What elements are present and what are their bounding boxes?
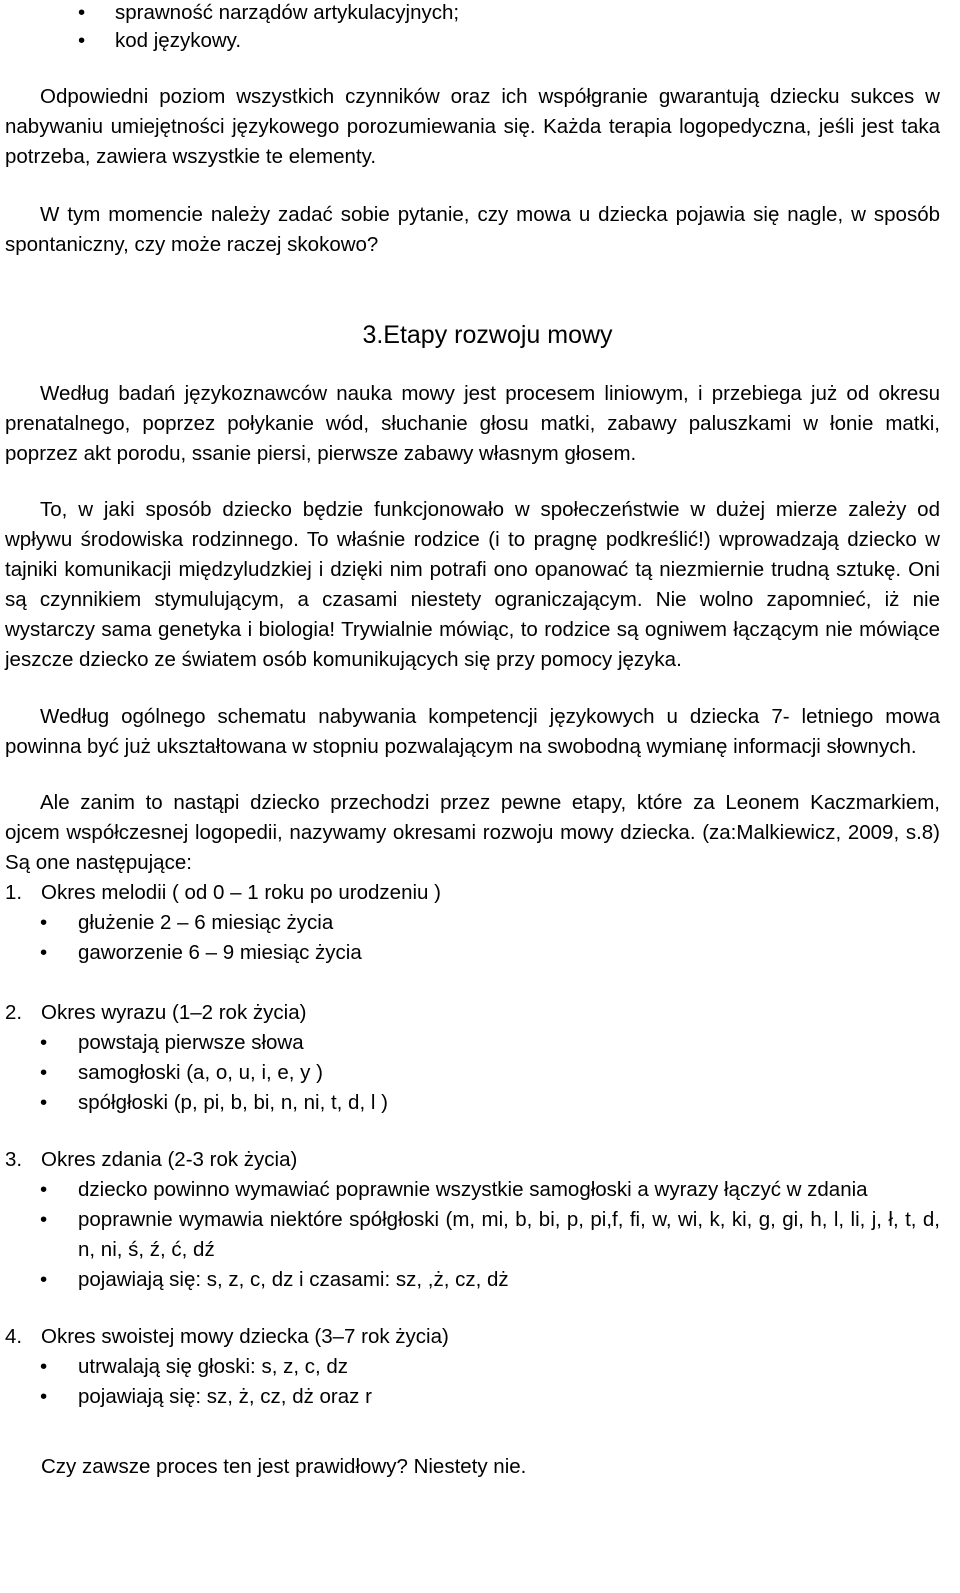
- list-item: • pojawiają się: sz, ż, cz, dż oraz r: [5, 1382, 940, 1412]
- bullet-icon: •: [78, 1, 86, 24]
- list-item: • powstają pierwsze słowa: [5, 1028, 940, 1058]
- bullet-icon: •: [78, 29, 86, 52]
- list-item: • samogłoski (a, o, u, i, e, y ): [5, 1058, 940, 1088]
- list-item: • gaworzenie 6 – 9 miesiąc życia: [5, 938, 940, 968]
- list-item: • sprawność narządów artykulacyjnych;: [5, 0, 940, 27]
- bullet-icon: •: [40, 911, 48, 934]
- bullet-icon: •: [40, 1061, 48, 1084]
- period-list: [5, 1352, 940, 1412]
- bullet-icon: •: [40, 1208, 48, 1231]
- list-item: • poprawnie wymawia niektóre spółgłoski (m, mi, b, bi, p, pi,f, fi, w, wi, k, ki, g, gi, h, l, li, j, ł, t, d, n, ni, ś, ź, ć, dź: [5, 1205, 940, 1265]
- period-list: [5, 1175, 940, 1295]
- bullet-icon: •: [40, 1355, 48, 1378]
- list-item: • dziecko powinno wymawiać poprawnie wszystkie samogłoski a wyrazy łączyć w zdania: [5, 1175, 940, 1205]
- bullet-icon: •: [40, 1385, 48, 1408]
- closing-sentence: Czy zawsze proces ten jest prawidłowy? Niestety nie.: [41, 1455, 527, 1478]
- list-item: • głużenie 2 – 6 miesiąc życia: [5, 908, 940, 938]
- section-heading: 3.Etapy rozwoju mowy: [362, 321, 613, 349]
- bullet-icon: •: [40, 1031, 48, 1054]
- period-title: 3. Okres zdania (2-3 rok życia): [5, 1148, 298, 1171]
- period-list: [5, 908, 940, 968]
- period-title: 2. Okres wyrazu (1–2 rok życia): [5, 1001, 307, 1024]
- period-title: 4. Okres swoistej mowy dziecka (3–7 rok życia): [5, 1325, 449, 1348]
- list-item: • kod językowy.: [5, 27, 940, 55]
- period-title: 1. Okres melodii ( od 0 – 1 roku po urodzeniu ): [5, 881, 441, 904]
- document-page: [5, 0, 940, 1482]
- paragraph: Według badań językoznawców nauka mowy jest procesem liniowym, i przebiega już od okresu prenatalnego, poprzez połykanie wód, słuchanie głosu matki, zabawy paluszkami w łonie matki, poprzez akt porodu, ssanie piersi, pierwsze zabawy własnym głosem.: [5, 382, 940, 465]
- paragraph: To, w jaki sposób dziecko będzie funkcjonowało w społeczeństwie w dużej mierze zależy od wpływu środowiska rodzinnego. To właśnie rodzice (i to pragnę podkreślić!) wprowadzają dziecko w tajniki komunikacji międzyludzkiej i dzięki nim potrafi ono opanować tą niezmiernie trudną sztukę. Oni są czynnikiem stymulującym, a czasami niestety ograniczającym. Nie wolno zapomnieć, iż nie wystarczy sama genetyka i biologia! Trywialnie mówiąc, to rodzice są ogniwem łączącym nie mówiące jeszcze dziecko ze światem osób komunikujących się przy pomocy języka.: [5, 498, 940, 671]
- top-bullet-list: [5, 0, 940, 55]
- bullet-icon: •: [40, 1268, 48, 1291]
- paragraph: Ale zanim to nastąpi dziecko przechodzi przez pewne etapy, które za Leonem Kaczmarkiem, ojcem współczesnej logopedii, nazywamy okresami rozwoju mowy dziecka. (za:Malkiewicz, 2009, s.8) Są one następujące:: [5, 791, 940, 874]
- period-list: [5, 1028, 940, 1118]
- list-item: • utrwalają się głoski: s, z, c, dz: [5, 1352, 940, 1382]
- bullet-icon: •: [40, 941, 48, 964]
- bullet-icon: •: [40, 1178, 48, 1201]
- bullet-icon: •: [40, 1091, 48, 1114]
- paragraph: Według ogólnego schematu nabywania kompetencji językowych u dziecka 7- letniego mowa powinna być już ukształtowana w stopniu pozwalającym na swobodną wymianę informacji słownych.: [5, 705, 940, 758]
- list-item: • spółgłoski (p, pi, b, bi, n, ni, t, d, l ): [5, 1088, 940, 1118]
- list-item: • pojawiają się: s, z, c, dz i czasami: sz, ,ż, cz, dż: [5, 1265, 940, 1295]
- paragraph: Odpowiedni poziom wszystkich czynników oraz ich współgranie gwarantują dziecku sukces w nabywaniu umiejętności językowego porozumiewania się. Każda terapia logopedyczna, jeśli jest taka potrzeba, zawiera wszystkie te elementy.: [5, 85, 940, 168]
- paragraph: W tym momencie należy zadać sobie pytanie, czy mowa u dziecka pojawia się nagle, w sposób spontaniczny, czy może raczej skokowo?: [5, 203, 940, 256]
